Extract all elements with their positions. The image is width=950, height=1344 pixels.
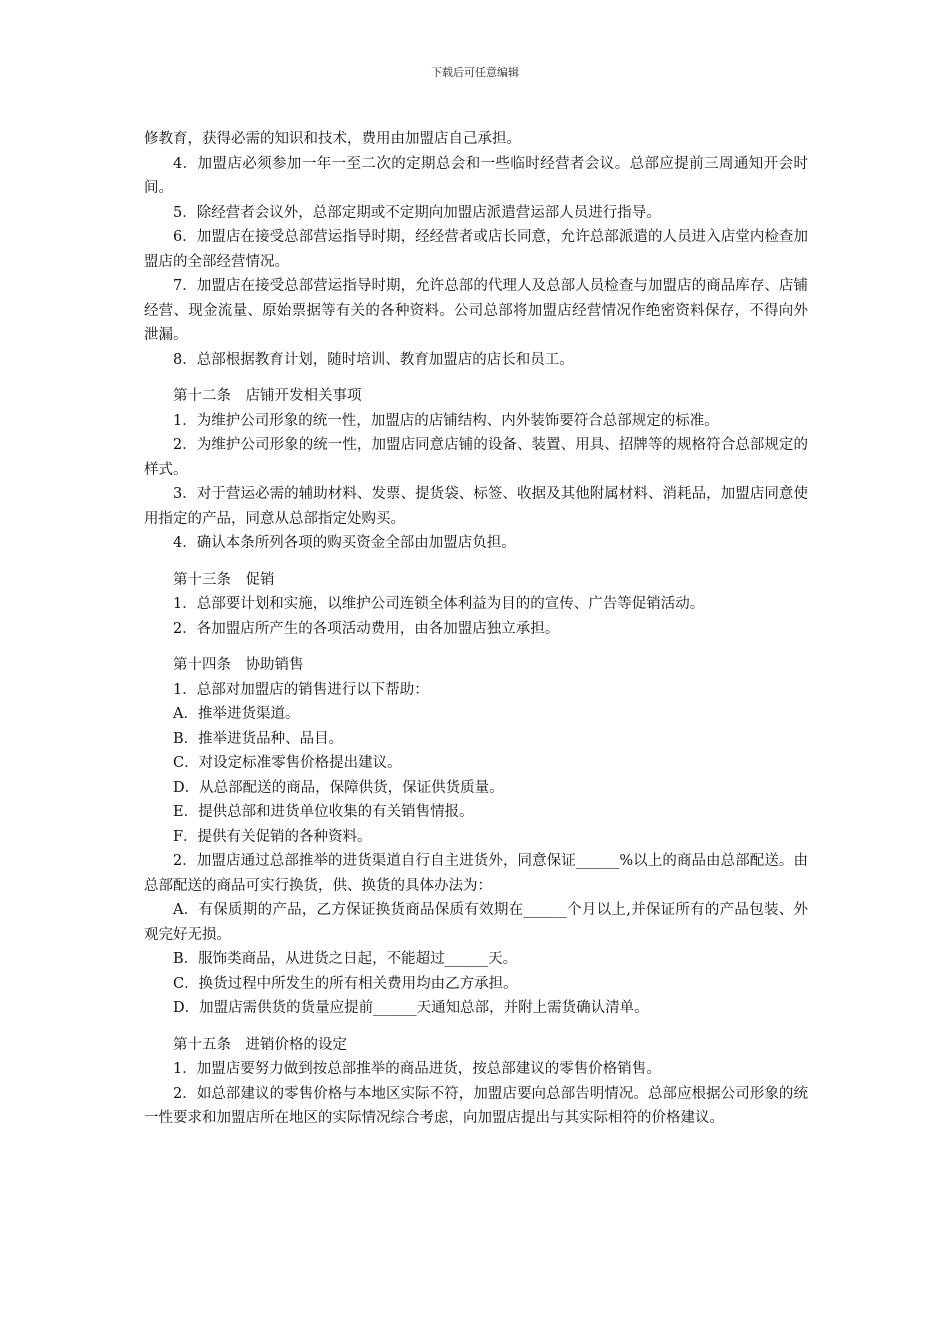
paragraph: 4．确认本条所列各项的购买资金全部由加盟店负担。 — [173, 535, 516, 551]
paragraph: 1．总部要计划和实施，以维护公司连锁全体利益为目的的宣传、广告等促销活动。 — [173, 596, 705, 612]
document-body — [144, 127, 808, 1131]
paragraph: 3．对于营运必需的辅助材料、发票、提货袋、标签、收据及其他附属材料、消耗品，加盟店同意使用指定的产品，同意从总部指定处购买。 — [144, 486, 808, 527]
section-title: 第十四条 协助销售 — [173, 657, 304, 673]
paragraph: 4．加盟店必须参加一年一至二次的定期总会和一些临时经营者会议。总部应提前三周通知开会时间。 — [144, 155, 808, 196]
paragraph: C．换货过程中所发生的所有相关费用均由乙方承担。 — [173, 975, 518, 992]
paragraph: D．加盟店需供货的货量应提前______天通知总部，并附上需货确认清单。 — [173, 1000, 649, 1016]
paragraph: A．有保质期的产品，乙方保证换货商品保质有效期在______个月以上,并保证所有的产品包装、外观完好无损。 — [144, 902, 808, 943]
paragraph: E．提供总部和进货单位收集的有关销售情报。 — [173, 804, 474, 820]
paragraph: 7．加盟店在接受总部营运指导时期，允许总部的代理人及总部人员检查与加盟店的商品库存、店铺经营、现金流量、原始票据等有关的各种资料。公司总部将加盟店经营情况作绝密资料保存，不得向外泄漏。 — [144, 278, 808, 343]
paragraph: 2．如总部建议的零售价格与本地区实际不符，加盟店要向总部告明情况。总部应根据公司形象的统一性要求和加盟店所在地区的实际情况综合考虑，向加盟店提出与其实际相符的价格建议。 — [144, 1085, 808, 1126]
paragraph: 修教育，获得必需的知识和技术，费用由加盟店自己承担。 — [144, 131, 521, 147]
paragraph: 1．为维护公司形象的统一性，加盟店的店铺结构、内外装饰要符合总部规定的标准。 — [173, 412, 719, 429]
section-title: 第十五条 进销价格的设定 — [173, 1036, 347, 1053]
paragraph: 6．加盟店在接受总部营运指导时期，经经营者或店长同意，允许总部派遣的人员进入店堂内检查加盟店的全部经营情况。 — [144, 229, 808, 270]
paragraph: B．服饰类商品，从进货之日起，不能超过______天。 — [173, 951, 518, 967]
section-title: 第十三条 促销 — [173, 571, 275, 588]
paragraph: 1．总部对加盟店的销售进行以下帮助： — [173, 681, 429, 698]
paragraph: 8．总部根据教育计划，随时培训、教育加盟店的店长和员工。 — [173, 351, 574, 368]
paragraph: A．推举进货渠道。 — [173, 706, 300, 722]
paragraph: 2．各加盟店所产生的各项活动费用，由各加盟店独立承担。 — [173, 620, 560, 637]
paragraph: C．对设定标准零售价格提出建议。 — [173, 755, 402, 771]
paragraph: F．提供有关促销的各种资料。 — [173, 828, 372, 845]
paragraph: 1．加盟店要努力做到按总部推举的商品进货，按总部建议的零售价格销售。 — [173, 1061, 661, 1077]
page-header: 下载后可任意编辑 — [431, 66, 519, 79]
paragraph: 2．加盟店通过总部推举的进货渠道自行自主进货外，同意保证______%以上的商品由总部配送。由总部配送的商品可实行换货，供、换货的具体办法为： — [144, 853, 808, 894]
section-title: 第十二条 店铺开发相关事项 — [173, 388, 362, 404]
paragraph: 5．除经营者会议外，总部定期或不定期向加盟店派遣营运部人员进行指导。 — [173, 204, 661, 221]
paragraph: 2．为维护公司形象的统一性，加盟店同意店铺的设备、装置、用具、招牌等的规格符合总部规定的样式。 — [144, 437, 808, 478]
paragraph: B．推举进货品种、品目。 — [173, 730, 344, 747]
paragraph: D．从总部配送的商品，保障供货，保证供货质量。 — [173, 779, 504, 796]
